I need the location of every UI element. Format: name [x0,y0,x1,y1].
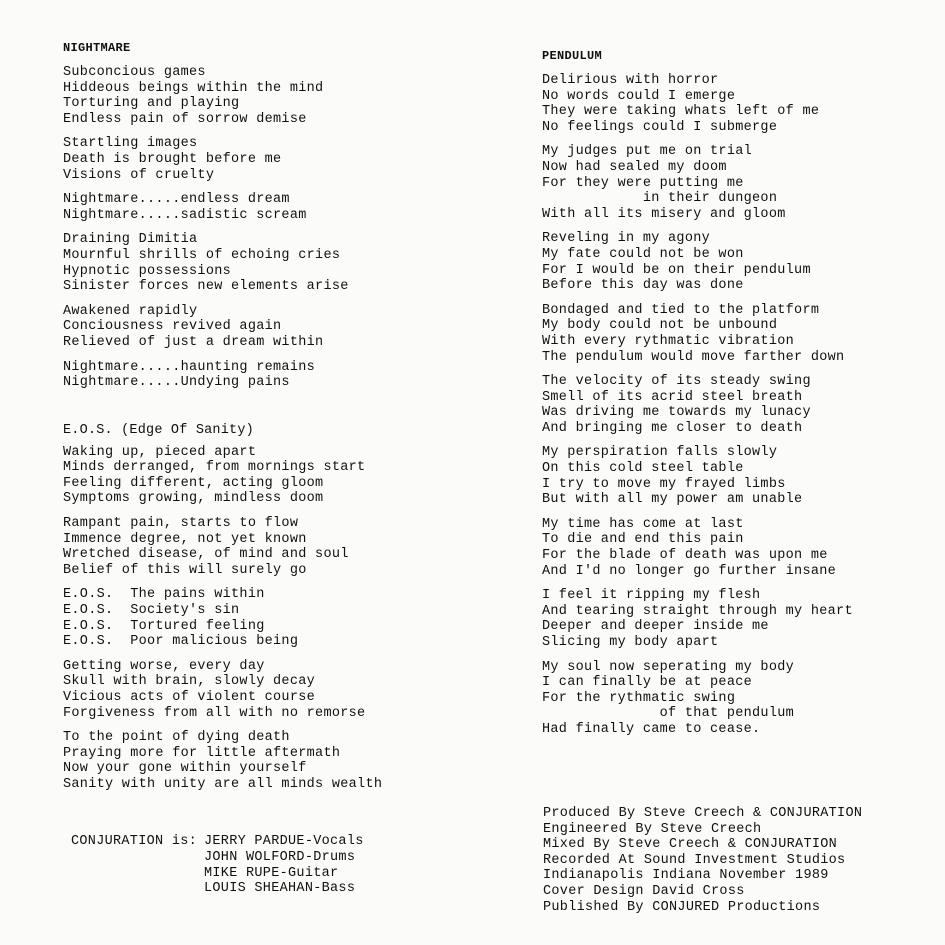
lineup-member: JERRY PARDUE-Vocals [204,834,364,849]
stanza [542,588,937,650]
lyric-line: Getting worse, every day [63,658,265,674]
lyric-line: Draining Dimitia [63,232,198,248]
lineup-member: MIKE RUPE-Guitar [204,865,339,881]
lyric-line: Conciousness revived again [63,319,282,335]
lyric-line: And bringing me closer to death [542,420,803,436]
lyric-line: With every rythmatic vibration [542,333,795,349]
song-title-nightmare: NIGHTMARE [63,41,131,55]
lyric-line: For the rythmatic swing [542,690,736,706]
lineup-row [71,881,364,897]
credit-line: Engineered By Steve Creech [543,821,762,837]
lyric-line: E.O.S. Society's sin [63,603,240,619]
lyric-line: Now had sealed my doom [542,159,727,175]
credit-line: Published By CONJURED Productions [543,899,821,915]
lyric-line: For they were putting me [542,175,744,191]
lyric-line: Nightmare.....haunting remains [63,359,316,375]
lyric-line: Sanity with unity are all minds wealth [63,776,383,792]
lyric-line: E.O.S. Tortured feeling [63,618,265,634]
lyric-line: Death is brought before me [63,151,282,167]
stanza [542,374,937,436]
lyric-line: My judges put me on trial [542,144,753,160]
stanza [63,136,463,183]
lyric-line: Hypnotic possessions [63,263,232,279]
lyric-line: Wretched disease, of mind and soul [63,547,349,563]
lyric-line: My soul now seperating my body [542,659,795,675]
lyric-line: Subconcious games [63,65,206,80]
lyric-line: With all its misery and gloom [542,206,786,222]
stanza [542,445,937,507]
lyric-line: I feel it ripping my flesh [542,588,761,604]
lyric-line: My time has come at last [542,516,744,532]
lyric-line: Rampant pain, starts to flow [63,516,299,532]
eos-lyrics [63,445,463,793]
lyric-line: Now your gone within yourself [63,761,307,777]
lyric-line: of that pendulum [542,706,795,722]
lyric-line: I try to move my frayed limbs [542,476,786,492]
lyric-line: Sinister forces new elements arise [63,279,349,295]
lyric-line: Symptoms growing, mindless doom [63,491,324,507]
stanza [63,304,463,351]
lyric-line: Nightmare.....Undying pains [63,375,290,391]
lyric-line: The velocity of its steady swing [542,374,811,390]
pendulum-lyrics [542,73,937,738]
lyric-line: E.O.S. Poor malicious being [63,634,299,650]
stanza [63,587,463,649]
lyric-line: Smell of its acrid steel breath [542,389,803,405]
lyric-line: No feelings could I submerge [542,119,778,135]
lyric-line: Skull with brain, slowly decay [63,674,316,690]
lyric-line: My body could not be unbound [542,318,778,334]
lyric-line: Praying more for little aftermath [63,745,341,761]
stanza [63,516,463,578]
lyric-line: Nightmare.....endless dream [63,192,290,208]
lyric-line: Nightmare.....sadistic scream [63,207,307,223]
lyric-line: And tearing straight through my heart [542,603,853,619]
stanza [63,192,463,223]
lineup-row [71,834,364,850]
lyric-line: Startling images [63,136,198,152]
lyric-line: My fate could not be won [542,246,744,262]
lyric-line: E.O.S. The pains within [63,587,265,603]
credit-line: Produced By Steve Creech & CONJURATION [543,806,863,821]
lyric-line: To the point of dying death [63,730,290,746]
lyric-line: Immence degree, not yet known [63,531,307,547]
lyric-line: Torturing and playing [63,96,240,112]
lyric-line: On this cold steel table [542,461,744,477]
lyric-line: Endless pain of sorrow demise [63,111,307,127]
lyric-line: Visions of cruelty [63,167,215,183]
lineup-member: JOHN WOLFORD-Drums [204,849,356,865]
band-lineup [71,834,364,897]
credit-line: Indianapolis Indiana November 1989 [543,868,829,884]
lyric-line: Mournful shrills of echoing cries [63,247,341,263]
lyric-line: Relieved of just a dream within [63,334,324,350]
credit-line: Mixed By Steve Creech & CONJURATION [543,837,838,853]
stanza [63,730,463,792]
lyric-line: Waking up, pieced apart [63,444,257,460]
lyric-line: Belief of this will surely go [63,562,307,578]
lyric-line: Slicing my body apart [542,635,719,650]
lyric-line: For the blade of death was upon me [542,548,828,564]
lyric-line: To die and end this pain [542,532,744,548]
left-column [63,40,463,802]
stanza [542,303,937,365]
lyric-line: Had finally came to cease. [542,721,761,737]
stanza [63,360,463,391]
lyric-line: But with all my power am unable [542,492,803,508]
stanza [542,517,937,579]
lyric-line: Delirious with horror [542,73,719,88]
song-title-pendulum: PENDULUM [542,49,603,63]
nightmare-lyrics [63,65,463,391]
lyric-line: Forgiveness from all with no remorse [63,705,366,721]
stanza [63,659,463,721]
stanza [63,232,463,294]
credit-line: Recorded At Sound Investment Studios [543,852,846,868]
stanza [542,660,937,738]
lyric-line: Bondaged and tied to the platform [542,302,820,318]
lyric-line: And I'd no longer go further insane [542,563,837,579]
lyric-line: Feeling different, acting gloom [63,475,324,491]
lyric-line: Was driving me towards my lunacy [542,405,811,421]
lineup-label: CONJURATION is: [71,834,198,849]
lyric-line: Before this day was done [542,278,744,294]
production-credits [543,806,938,915]
lineup-row [71,866,364,882]
lyric-line: Reveling in my agony [542,231,711,247]
stanza [63,65,463,127]
lyric-line: The pendulum would move farther down [542,349,845,365]
credit-line: Cover Design David Cross [543,883,745,899]
stanza [542,144,937,222]
lyric-line: Deeper and deeper inside me [542,619,769,635]
lyric-line: Minds derranged, from mornings start [63,460,366,476]
stanza [542,73,937,135]
lyric-line: Vicious acts of violent course [63,690,316,705]
lineup-row [71,850,364,866]
stanza [63,445,463,507]
lyric-line: I can finally be at peace [542,675,753,691]
lineup-member: LOUIS SHEAHAN-Bass [204,881,356,897]
right-column [542,48,937,747]
lyric-line: They were taking whats left of me [542,104,820,120]
lyric-line: Awakened rapidly [63,303,198,319]
song-title-eos: E.O.S. (Edge Of Sanity) [63,422,254,438]
stanza [542,231,937,293]
lyric-line: Hiddeous beings within the mind [63,80,324,96]
lyric-line: No words could I emerge [542,88,736,104]
lyric-line: For I would be on their pendulum [542,262,811,278]
lyric-line: in their dungeon [542,191,778,207]
lyric-line: My perspiration falls slowly [542,445,778,461]
